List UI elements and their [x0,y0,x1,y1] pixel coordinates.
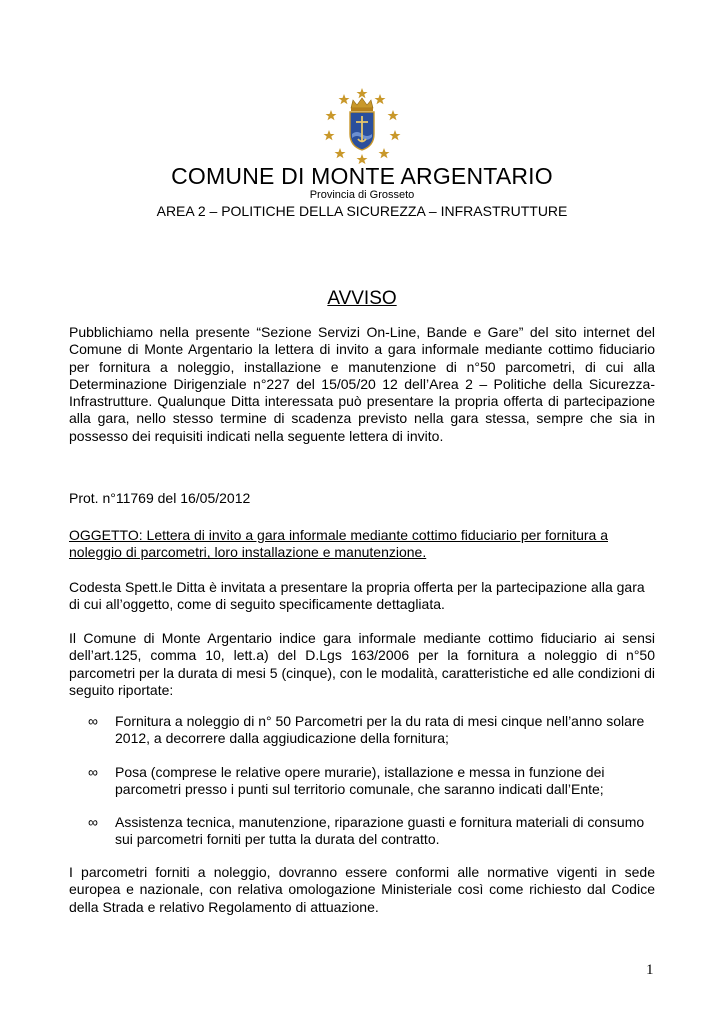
notice-intro-paragraph: Pubblichiamo nella presente “Sezione Servizi On-Line, Bande e Gare” del sito internet del Comune di Monte Argentario la lettera di invito a gara informale mediante cottimo fiduciario per fornitura a noleggio, installazione e manutenzione di n°50 parcometri, di cui alla Determinazione Dirigenziale n°227 del 15/05/20 12 dell’Area 2 – Politiche della Sicurezza-Infrastrutture. Qualunque Ditta interessata può presentare la propria offerta di partecipazione alla gara, nello stesso termine di scadenza previsto nella gara stessa, sempre che sia in possesso dei requisiti indicati nella seguente lettera di invito. [69,324,655,444]
list-item [88,764,648,799]
page-number: 1 [646,962,654,978]
notice-heading: AVVISO [327,288,397,309]
list-item-text: Fornitura a noleggio di n° 50 Parcometri per la du rata di mesi cinque nell’anno solare 2012, a decorrere dalla aggiudicazione della fornitura; [115,713,645,747]
infinity-bullet-icon: ∞ [88,713,98,729]
paragraph-tender-details: Il Comune di Monte Argentario indice gara informale mediante cottimo fiduciario ai sensi dell’art.125, comma 10, lett.a) del D.Lgs 163/2006 per la fornitura a noleggio di n°50 parcometri per la durata di mesi 5 (cinque), con le modalità, caratteristiche ed alle condizioni di seguito riportate: [69,630,655,698]
paragraph-invitation: Codesta Spett.le Ditta è invitata a presentare la propria offerta per la partecipazione alla gara di cui all’oggetto, come di seguito specificamente dettagliata. [69,579,645,613]
department-heading: AREA 2 – POLITICHE DELLA SICUREZZA – INFRASTRUTTURE [156,203,568,219]
protocol-line: Prot. n°11769 del 16/05/2012 [69,490,251,506]
municipal-crest-icon [322,82,402,164]
paragraph-compliance: I parcometri forniti a noleggio, dovranno essere conformi alle normative vigenti in sede europea e nazionale, con relativa omologazione Ministeriale così come richiesto dal Codice della Strada e relativo Regolamento di attuazione. [69,864,655,915]
page-title: COMUNE DI MONTE ARGENTARIO [171,163,553,189]
list-item-text: Posa (comprese le relative opere murarie), istallazione e messa in funzione dei parcometri presso i punti sul territorio comunale, che saranno indicati dall’Ente; [115,763,605,797]
infinity-bullet-icon: ∞ [88,763,98,780]
list-item-text: Assistenza tecnica, manutenzione, riparazione guasti e fornitura materiali di consumo sui parcometri forniti per tutta la durata del contratto. [115,814,645,848]
province-subtitle: Provincia di Grosseto [309,189,415,201]
conditions-list [88,713,648,849]
infinity-bullet-icon: ∞ [88,814,98,831]
list-item [88,814,648,849]
subject-line: OGGETTO: Lettera di invito a gara informale mediante cottimo fiduciario per fornitura a noleggio di parcometri, loro installazione e manutenzione. [69,527,608,561]
list-item [88,713,648,748]
